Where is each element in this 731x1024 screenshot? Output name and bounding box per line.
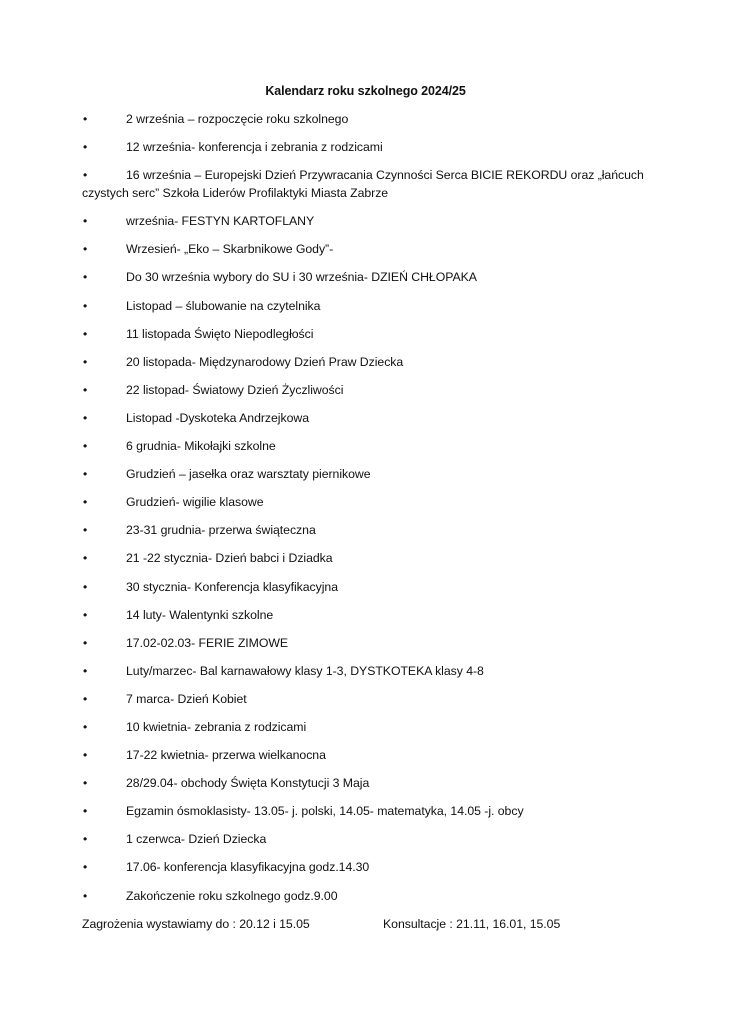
calendar-event-item xyxy=(82,578,652,596)
event-text: 17.06- konferencja klasyfikacyjna godz.14.30 xyxy=(126,860,370,875)
calendar-event-item xyxy=(82,549,652,567)
event-text: Grudzień – jasełka oraz warsztaty piernikowe xyxy=(126,467,371,482)
bullet-icon: • xyxy=(83,112,88,126)
event-text: września- FESTYN KARTOFLANY xyxy=(126,214,315,229)
event-text: 6 grudnia- Mikołajki szkolne xyxy=(126,439,276,454)
document-title: Kalendarz roku szkolnego 2024/25 xyxy=(265,84,466,98)
event-text: 30 stycznia- Konferencja klasyfikacyjna xyxy=(126,579,338,594)
event-text: 17-22 kwietnia- przerwa wielkanocna xyxy=(126,748,326,763)
bullet-icon: • xyxy=(83,242,88,257)
event-text: Listopad – ślubowanie na czytelnika xyxy=(126,298,321,313)
event-text: 7 marca- Dzień Kobiet xyxy=(126,691,247,706)
event-text: 16 września – Europejski Dzień Przywracania Czynności Serca BICIE REKORDU oraz „łańcuch czystych serc” Szkoła Liderów Profilaktyki Miasta Zabrze xyxy=(82,168,644,201)
event-text: 14 luty- Walentynki szkolne xyxy=(126,607,274,622)
bullet-icon: • xyxy=(83,635,88,650)
bullet-icon: • xyxy=(83,298,88,313)
event-text: 20 listopada- Międzynarodowy Dzień Praw Dziecka xyxy=(126,354,404,369)
calendar-event-item xyxy=(82,297,652,315)
calendar-event-item xyxy=(82,138,652,156)
bullet-icon: • xyxy=(83,607,88,622)
bullet-icon: • xyxy=(83,523,88,538)
bullet-icon: • xyxy=(83,140,88,155)
event-text: 12 września- konferencja i zebrania z rodzicami xyxy=(126,140,383,155)
bullet-icon: • xyxy=(83,382,88,397)
calendar-event-item xyxy=(82,606,652,624)
calendar-event-item xyxy=(82,887,652,905)
bullet-icon: • xyxy=(83,439,88,454)
event-text: Luty/marzec- Bal karnawałowy klasy 1-3, DYSTKOTEKA klasy 4-8 xyxy=(126,663,484,678)
event-text: 17.02-02.03- FERIE ZIMOWE xyxy=(126,635,289,650)
bullet-icon: • xyxy=(83,776,88,791)
bullet-icon: • xyxy=(83,748,88,763)
bullet-icon: • xyxy=(83,168,88,183)
calendar-event-item xyxy=(82,268,652,286)
calendar-event-item xyxy=(82,858,652,876)
event-text: 1 czerwca- Dzień Dziecka xyxy=(126,832,267,847)
event-text: Zakończenie roku szkolnego godz.9.00 xyxy=(126,888,338,903)
event-text: Wrzesień- „Eko – Skarbnikowe Gody”- xyxy=(126,242,334,257)
bullet-icon: • xyxy=(83,579,88,594)
calendar-event-item xyxy=(82,409,652,427)
bullet-icon: • xyxy=(83,832,88,847)
calendar-event-item xyxy=(82,437,652,455)
bullet-icon: • xyxy=(83,663,88,678)
event-text: Listopad -Dyskoteka Andrzejkowa xyxy=(126,410,309,425)
bullet-icon: • xyxy=(83,410,88,425)
calendar-event-item xyxy=(82,325,652,343)
bullet-icon: • xyxy=(83,888,88,903)
calendar-event-item xyxy=(82,212,652,230)
bullet-icon: • xyxy=(83,214,88,229)
event-text: 11 listopada Święto Niepodległości xyxy=(126,326,314,341)
event-text: Grudzień- wigilie klasowe xyxy=(126,495,264,510)
bullet-icon: • xyxy=(83,551,88,566)
calendar-event-item xyxy=(82,690,652,708)
bullet-icon: • xyxy=(83,860,88,875)
bullet-icon: • xyxy=(83,804,88,819)
event-text: 28/29.04- obchody Święta Konstytucji 3 Maja xyxy=(126,776,370,791)
bullet-icon: • xyxy=(83,719,88,734)
calendar-event-item xyxy=(82,662,652,680)
calendar-event-item xyxy=(82,802,652,820)
event-text: 22 listopad- Światowy Dzień Życzliwości xyxy=(126,382,344,397)
grade-warnings-note: Zagrożenia wystawiamy do : 20.12 i 15.05 xyxy=(82,917,310,931)
event-text: Do 30 września wybory do SU i 30 września- DZIEŃ CHŁOPAKA xyxy=(126,270,477,285)
calendar-event-item xyxy=(82,381,652,399)
calendar-event-item xyxy=(82,465,652,483)
event-text: 21 -22 stycznia- Dzień babci i Dziadka xyxy=(126,551,333,566)
calendar-event-item xyxy=(82,830,652,848)
calendar-event-item xyxy=(82,493,652,511)
consultations-note: Konsultacje : 21.11, 16.01, 15.05 xyxy=(383,917,561,931)
bullet-icon: • xyxy=(83,467,88,482)
event-text: 10 kwietnia- zebrania z rodzicami xyxy=(126,719,307,734)
calendar-event-item xyxy=(82,746,652,764)
calendar-event-item xyxy=(82,521,652,539)
calendar-event-item xyxy=(82,353,652,371)
calendar-event-item xyxy=(82,166,652,202)
bullet-icon: • xyxy=(83,691,88,706)
event-text: Egzamin ósmoklasisty- 13.05- j. polski, 14.05- matematyka, 14.05 -j. obcy xyxy=(126,804,524,819)
calendar-event-list xyxy=(82,110,652,915)
calendar-event-item xyxy=(82,240,652,258)
bullet-icon: • xyxy=(83,354,88,369)
calendar-event-item xyxy=(82,634,652,652)
calendar-event-item xyxy=(82,718,652,736)
bullet-icon: • xyxy=(83,495,88,510)
calendar-event-item xyxy=(82,110,652,128)
event-text: 23-31 grudnia- przerwa świąteczna xyxy=(126,523,316,538)
calendar-event-item xyxy=(82,774,652,792)
bullet-icon: • xyxy=(83,270,88,285)
event-text: 2 września – rozpoczęcie roku szkolnego xyxy=(126,112,349,126)
bullet-icon: • xyxy=(83,326,88,341)
